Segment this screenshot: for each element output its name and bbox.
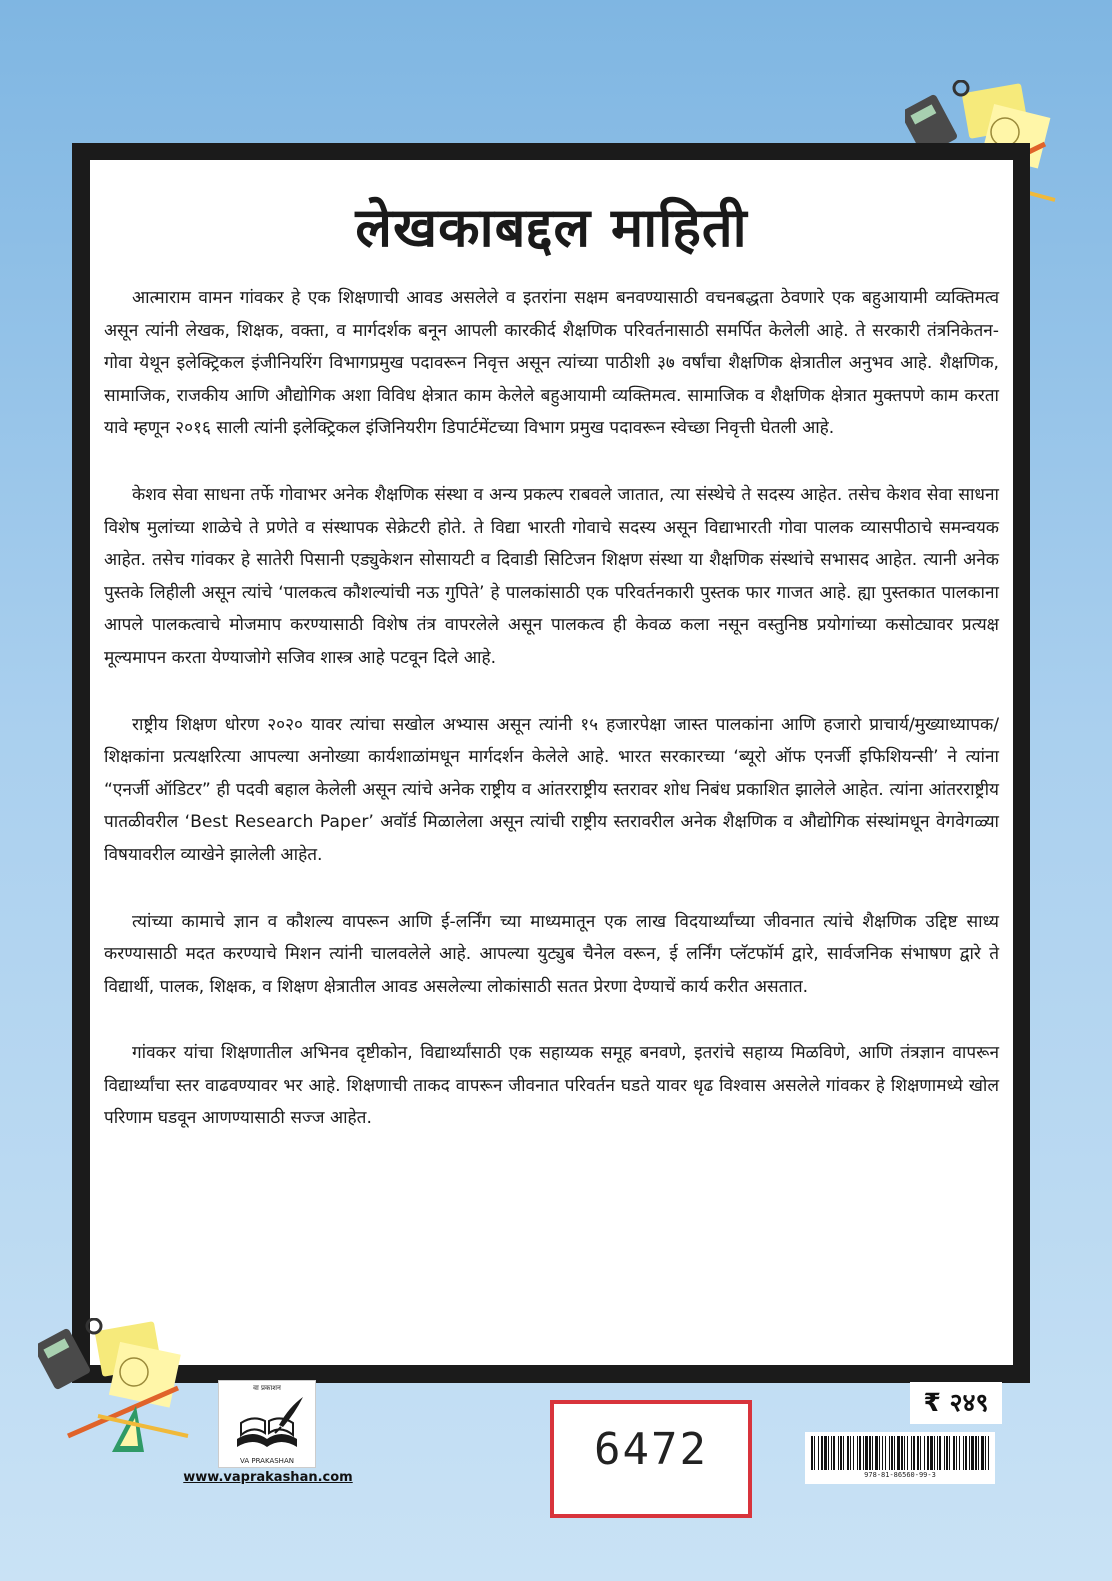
barcode-bar	[917, 1436, 919, 1470]
barcode-bar	[833, 1436, 835, 1470]
barcode-number: 978-81-86560-99-3	[864, 1471, 936, 1479]
barcode-bar	[969, 1436, 970, 1470]
publisher-logo-top-text: वा प्रकाशन	[253, 1384, 281, 1392]
barcode-bar	[907, 1436, 908, 1470]
barcode-bar	[897, 1436, 900, 1470]
barcode-bar	[971, 1436, 974, 1470]
barcode-bar	[863, 1436, 864, 1470]
barcode-bar	[847, 1436, 849, 1470]
barcode-bar	[904, 1436, 905, 1470]
handwritten-stamp	[550, 1400, 752, 1518]
author-bio	[104, 282, 999, 1135]
bio-paragraph-4: त्यांच्या कामाचे ज्ञान व कौशल्य वापरून आणि ई-लर्निंग च्या माध्यमातून एक लाख विदयार्थ्यांच्या जीवनात त्यांचे शैक्षणिक उद्दिष्ट साध्य करण्यासाठी मदत करण्याचे मिशन त्यांनी चालवलेले आहे. आपल्या युट्युब चैनेल वरून, ई लर्निंग प्लॅटफॉर्म द्वारे, सार्वजनिक संभाषण द्वारे ते विद्यार्थी, पालक, शिक्षक, व शिक्षण क्षेत्रातील आवड असलेल्या लोकांसाठी सतत प्रेरणा देण्याचें कार्य करीत असतात.	[104, 911, 999, 997]
barcode-bar	[865, 1436, 868, 1470]
stamp-number: 6472	[594, 1424, 708, 1475]
barcode-bar	[965, 1436, 967, 1470]
barcode-bar	[889, 1436, 890, 1470]
barcode-bar	[981, 1436, 984, 1470]
barcode-bar	[853, 1436, 854, 1470]
barcode-bar	[913, 1436, 915, 1470]
stationery-collage-icon	[38, 1318, 198, 1458]
barcode-bar	[882, 1436, 883, 1470]
content-panel	[90, 160, 1013, 1365]
barcode-bar	[978, 1436, 979, 1470]
barcode-bar	[818, 1436, 819, 1470]
barcode-bar	[814, 1436, 815, 1470]
barcode-bar	[920, 1436, 921, 1470]
barcode-bar	[894, 1436, 895, 1470]
barcode-bar	[949, 1436, 950, 1470]
barcode-bar	[988, 1436, 989, 1470]
barcode-bar	[857, 1436, 858, 1470]
publisher-name: VA PRAKASHAN	[240, 1457, 294, 1465]
barcode-bar	[963, 1436, 964, 1470]
barcode-bar	[840, 1436, 842, 1470]
barcode-bar	[927, 1436, 929, 1470]
barcode-bar	[956, 1436, 957, 1470]
barcode-bar	[901, 1436, 903, 1470]
barcode-bar	[944, 1436, 945, 1470]
publisher-logo	[218, 1380, 316, 1468]
isbn-barcode	[805, 1432, 995, 1484]
bio-paragraph-1: आत्माराम वामन गांवकर हे एक शिक्षणाची आवड असलेले व इतरांना सक्षम बनवण्यासाठी वचनबद्धता ठेवणारे एक बहुआयामी व्यक्तिमत्व असून त्यांनी लेखक, शिक्षक, वक्ता, व मार्गदर्शक बनून आपली कारकीर्द शैक्षणिक परिवर्तनासाठी समर्पित केलेली आहे. ते सरकारी तंत्रनिकेतन-गोवा येथून इलेक्ट्रिकल इंजीनियरिंग विभागप्रमुख पदावरून निवृत्त असून त्यांच्या पाठीशी ३७ वर्षांचा शैक्षणिक क्षेत्रातील अनुभव आहे. शैक्षणिक, सामाजिक, राजकीय आणि औद्योगिक अशा विविध क्षेत्रात काम केलेले बहुआयामी व्यक्तिमत्व. सामाजिक व शैक्षणिक क्षेत्रात मुक्तपणे काम करता यावे म्हणून २०१६ साली त्यांनी इलेक्ट्रिकल इंजिनियरीग डिपार्टमेंटच्या विभाग प्रमुख पदावरून स्वेच्छा निवृत्ती घेतली आहे.	[104, 288, 999, 439]
barcode-bar	[885, 1436, 886, 1470]
barcode-bar	[879, 1436, 880, 1470]
barcode-bar	[811, 1436, 813, 1470]
barcode-bar	[875, 1436, 878, 1470]
barcode-bar	[959, 1436, 960, 1470]
barcode-bar	[934, 1436, 935, 1470]
barcode-icon	[811, 1436, 989, 1470]
bio-paragraph-2: केशव सेवा साधना तर्फे गोवाभर अनेक शैक्षणिक संस्था व अन्य प्रकल्प राबवले जातात, त्या संस्थेचे ते सदस्य आहेत. तसेच केशव सेवा साधना विशेष मुलांच्या शाळेचे ते प्रणेते व संस्थापक सेक्रेटरी होते. ते विद्या भारती गोवाचे सदस्य असून विद्याभारती गोवा पालक व्यासपीठाचे समन्वयक आहेत. तसेच गांवकर हे सातेरी पिसानी एड्युकेशन सोसायटी व दिवाडी सिटिजन शिक्षण संस्था या शैक्षणिक संस्थांचे सभासद आहेत. त्यानी अनेक पुस्तके लिहीली असून त्यांचे ‘पालकत्व कौशल्यांची नऊ गुपिते’ हे पालकांसाठी एक परिवर्तनकारी पुस्तक फार गाजत आहे. ह्या पुस्तकात पालकाना आपले पालकत्वाचे मोजमाप करण्यासाठी विशेष तंत्र वापरलेले असून पालकत्व ही केवळ कला नसून वस्तुनिष्ठ प्रयोगांच्या कसोट्यावर प्रत्यक्ष मूल्यमापन करता येण्याजोगे सजिव शास्त्र आहे पटवून दिले आहे.	[104, 484, 999, 668]
barcode-bar	[985, 1436, 986, 1470]
barcode-bar	[891, 1436, 893, 1470]
barcode-bar	[911, 1436, 912, 1470]
publisher-block	[180, 1380, 356, 1490]
barcode-bar	[924, 1436, 925, 1470]
price-label: ₹ २४९	[910, 1382, 1002, 1424]
barcode-bar	[859, 1436, 861, 1470]
barcode-bar	[850, 1436, 851, 1470]
bio-paragraph-3: राष्ट्रीय शिक्षण धोरण २०२० यावर त्यांचा सखोल अभ्यास असून त्यांनी १५ हजारपेक्षा जास्त पालकांना आणि हजारो प्राचार्य/मुख्याध्यापक/शिक्षकांना प्रत्यक्षरित्या आपल्या अनोख्या कार्यशाळांमधून मार्गदर्शन केलेले आहे. भारत सरकारच्या ‘ब्यूरो ऑफ एनर्जी इफिशियन्सी’ ने त्यांना “एनर्जी ऑडिटर” ही पदवी बहाल केलेली असून त्यांचे अनेक राष्ट्रीय व आंतरराष्ट्रीय स्तरावर शोध निबंध प्रकाशित झालेले आहेत. त्यांना आंतरराष्ट्रीय पातळीवरील ‘Best Research Paper’ अवॉर्ड मिळालेला असून त्यांची राष्ट्रीय स्तरावरील अनेक शैक्षणिक व औद्योगिक संस्थांमधून वेगवेगळ्या विषयावरील व्याखेने झालेली आहेत.	[104, 714, 999, 865]
book-quill-logo-icon	[219, 1381, 315, 1467]
barcode-bar	[930, 1436, 933, 1470]
barcode-bar	[953, 1436, 955, 1470]
barcode-bar	[838, 1436, 839, 1470]
barcode-bar	[843, 1436, 844, 1470]
publisher-url: www.vaprakashan.com	[183, 1470, 353, 1485]
barcode-bar	[946, 1436, 948, 1470]
barcode-bar	[939, 1436, 941, 1470]
barcode-bar	[975, 1436, 977, 1470]
barcode-bar	[821, 1436, 823, 1470]
barcode-bar	[824, 1436, 827, 1470]
barcode-bar	[937, 1436, 938, 1470]
bio-paragraph-5: गांवकर यांचा शिक्षणातील अभिनव दृष्टीकोन, विद्यार्थ्यांसाठी एक सहाय्यक समूह बनवणे, इतरांचे सहाय्य मिळविणे, आणि तंत्रज्ञान वापरून विद्यार्थ्यांचा स्तर वाढवण्यावर भर आहे. शिक्षणाची ताकद वापरून जीवनात परिवर्तन घडते यावर धृढ विश्वास असलेले गांवकर हे शिक्षणामध्ये खोल परिणाम घडवून आणण्यासाठी सज्ज आहेत.	[104, 1043, 999, 1129]
barcode-bar	[828, 1436, 829, 1470]
page-title: लेखकाबद्दल माहिती	[355, 196, 748, 259]
barcode-bar	[869, 1436, 871, 1470]
barcode-bar	[872, 1436, 873, 1470]
barcode-bar	[831, 1436, 832, 1470]
